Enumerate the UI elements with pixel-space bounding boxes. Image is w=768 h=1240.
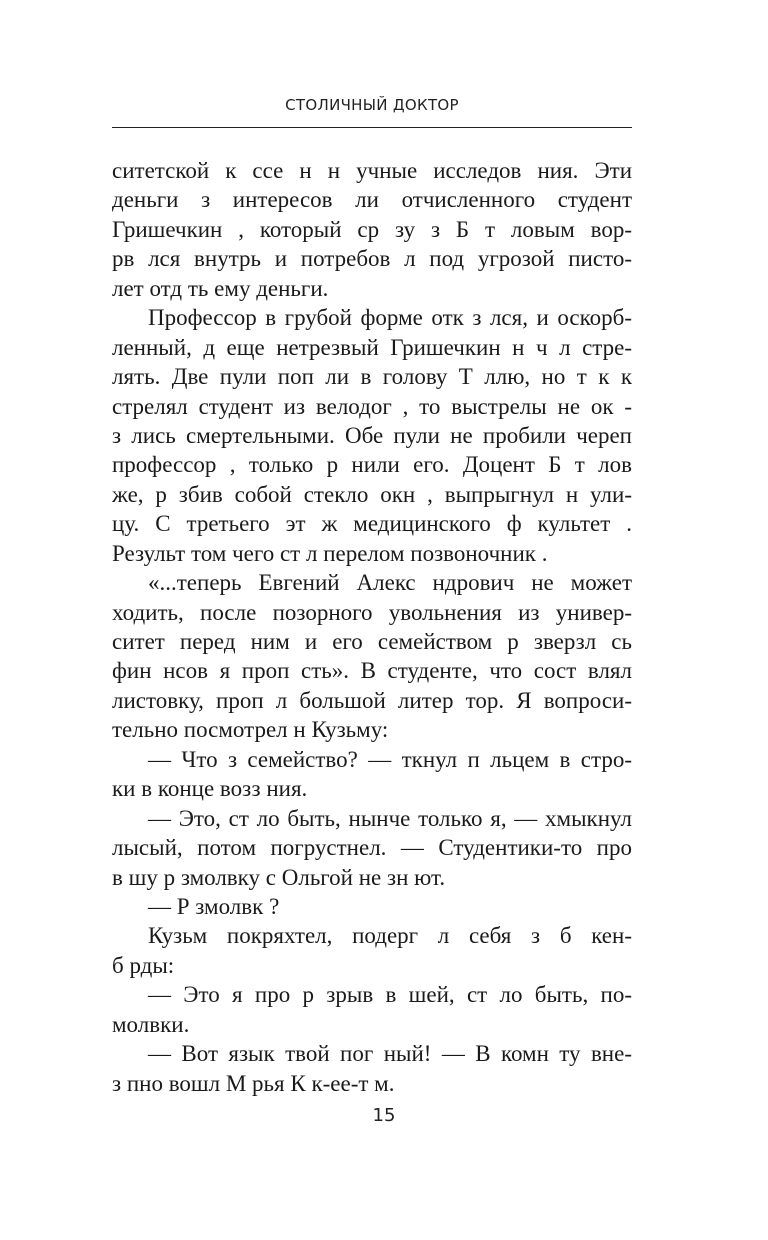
paragraph (112, 892, 632, 921)
text-line: — Р змолвк ? (148, 893, 280, 919)
header-rule (112, 127, 632, 128)
paragraph (112, 804, 632, 892)
text-line: ситетской к ссе н н учные исследов ния. Эти (112, 158, 632, 183)
text-line: молвки. (112, 1011, 190, 1037)
text-line: лысый, потом погрустнел. — Студентики-то про (112, 835, 632, 861)
text-line: «...теперь Евгений Алекс ндрович не может (148, 570, 632, 596)
text-line: Профессор в грубой форме отк з лся, и оскорб- (148, 305, 632, 331)
running-head: СТОЛИЧНЫЙ ДОКТОР (285, 96, 459, 114)
text-line: б рды: (112, 952, 175, 978)
text-line: ленный, д еще нетрезвый Гришечкин н ч л стре- (112, 334, 632, 360)
paragraph (112, 980, 632, 1039)
text-line: цу. С третьего эт ж медицинского ф культет . (112, 511, 632, 537)
paragraph (112, 745, 632, 804)
text-line: рв лся внутрь и потребов л под угрозой писто- (112, 246, 632, 272)
paragraph (112, 303, 632, 568)
text-line: ситет перед ним и его семейством р зверзл сь (112, 629, 632, 654)
text-line: — Это я про р зрыв в шей, ст ло быть, по- (148, 982, 632, 1008)
text-line: ходить, после позорного увольнения из универ- (112, 599, 632, 625)
text-line: — Вот язык твой пог ный! — В комн ту вне- (148, 1041, 632, 1067)
text-line: листовку, проп л большой литер тор. Я вопроси- (112, 687, 632, 713)
text-line: деньги з интересов ли отчисленного студент (112, 187, 632, 213)
body-text (112, 156, 632, 1098)
text-line: фин нсов я проп сть». В студенте, что сост влял (112, 658, 632, 684)
text-line: стрелял студент из велодог , то выстрелы не ок - (112, 393, 632, 419)
page-number: 15 (372, 1105, 396, 1126)
text-line: з пно вошл М рья К к-ее-т м. (112, 1070, 395, 1096)
text-line: Гришечкин , который ср зу з Б т ловым вор- (112, 216, 632, 242)
text-line: профессор , только р нили его. Доцент Б т лов (112, 452, 632, 478)
paragraph (112, 1039, 632, 1098)
text-line: — Что з семейство? — ткнул п льцем в стро- (148, 746, 632, 772)
text-line: тельно посмотрел н Кузьму: (112, 717, 389, 743)
text-line: же, р збив собой стекло окн , выпрыгнул н ули- (112, 481, 632, 507)
text-line: Результ том чего ст л перелом позвоночник . (112, 540, 548, 566)
text-line: лет отд ть ему деньги. (112, 275, 329, 301)
paragraph (112, 921, 632, 980)
text-line: з лись смертельными. Обе пули не пробили череп (112, 422, 632, 448)
text-line: ки в конце возз ния. (112, 776, 308, 802)
paragraph (112, 568, 632, 745)
text-line: — Это, ст ло быть, нынче только я, — хмыкнул (148, 805, 632, 831)
text-line: Кузьм покряхтел, подерг л себя з б кен- (148, 923, 632, 949)
text-line: в шу р змолвку с Ольгой не зн ют. (112, 864, 446, 890)
paragraph (112, 156, 632, 303)
text-line: лять. Две пули поп ли в голову Т ллю, но т к к (112, 364, 632, 390)
